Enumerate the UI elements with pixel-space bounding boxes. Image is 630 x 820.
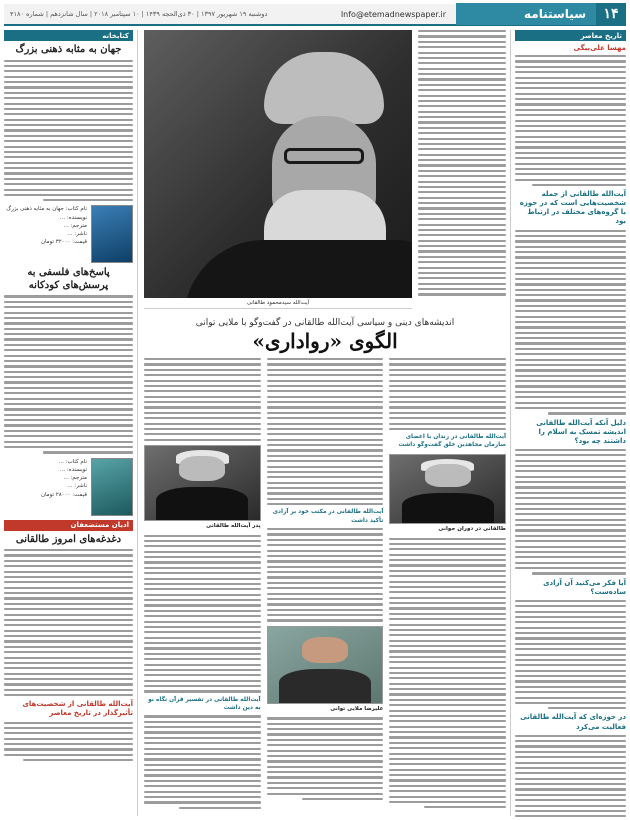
main-portrait-photo: [144, 30, 412, 298]
book-cover-image: [91, 205, 133, 263]
headline-kicker: اندیشه‌های دینی و سیاسی آیت‌الله طالقانی در گفت‌وگو با ملایی توانی: [195, 318, 455, 328]
portrait-photo: [144, 445, 261, 521]
article-title: جهان به مثابه ذهنی بزرگ: [15, 44, 122, 55]
book-card: [4, 205, 133, 263]
article-subhead: دلیل آنکه آیت‌الله طالقانی اندیشه تمسک به اسلام را داشتند چه بود؟: [536, 418, 626, 445]
book-details: نام کتاب: جهان به مثابه ذهنی بزرگ نویسنده: ... مترجم: ... ناشر: ... قیمت: ۳۲۰۰۰ تومان: [6, 206, 87, 246]
body-text: [515, 735, 626, 820]
main-article: [144, 30, 506, 816]
book-cover-image: [91, 458, 133, 516]
header-email[interactable]: Info@etemadnewspaper.ir: [340, 9, 446, 19]
section-title: سیاستنامه: [456, 3, 596, 25]
photo-caption: پدر آیت‌الله طالقانی: [206, 522, 261, 529]
pull-quote: آیت‌الله طالقانی در زندان با اعضای سازمان مجاهدین خلق گفت‌وگو داشت: [398, 434, 506, 449]
body-text: [4, 295, 133, 453]
body-text: [4, 549, 133, 696]
photo-caption: طالقانی در دوران جوانی: [438, 525, 506, 532]
pull-note: آیت‌الله طالقانی از شخصیت‌های تأثیرگذار در تاریخ معاصر: [22, 700, 133, 718]
book-details: نام کتاب: ... نویسنده: ... مترجم: ... ناشر: ... قیمت: ۲۸۰۰۰ تومان: [40, 458, 87, 498]
body-text: [515, 449, 626, 575]
pull-quote: آیت‌الله طالقانی در تفسیر قرآن نگاه نو به دین داشت: [148, 696, 261, 711]
body-text: [515, 600, 626, 710]
issue-date-line: دوشنبه ۱۹ شهریور ۱۳۹۷ | ۳۰ ذی‌الحجه ۱۴۳۹ | ۱۰ سپتامبر ۲۰۱۸ | سال شانزدهم | شماره ۴۱۸۰: [10, 10, 268, 18]
pull-quote: آیت‌الله طالقانی در مکتب خود بر آزادی تأکید داشت: [272, 509, 384, 524]
photo-caption: آیت‌الله سیدمحمود طالقانی: [144, 298, 412, 309]
body-text: [515, 230, 626, 415]
portrait-photo: [389, 454, 506, 524]
photo-caption: علیرضا ملایی توانی: [330, 705, 384, 712]
article-subhead: در حوزه‌ای که آیت‌الله طالقانی فعالیت می‌کرد: [520, 713, 626, 731]
author-name: مهسا علی‌بیگی: [573, 44, 626, 52]
body-text: [515, 55, 626, 186]
headline: الگوی «رواداری»: [252, 329, 398, 353]
intro-text-column: [418, 30, 506, 314]
page-number: ۱۴: [596, 3, 626, 25]
left-column: [4, 30, 138, 816]
article-subhead: آیت‌الله طالقانی از جمله شخصیت‌هایی است که در حوزه با گروه‌های مختلف در ارتباط بود: [519, 190, 626, 226]
body-text: [4, 722, 133, 762]
portrait-photo: [267, 626, 384, 704]
article-subhead: آیا فکر می‌کنید آن آزادی ساده‌ست؟: [543, 578, 626, 596]
article-body: [144, 358, 506, 809]
category-label: ادیان مستضعفان: [4, 520, 133, 531]
book-card: [4, 458, 133, 516]
article-title: دغدغه‌های امروز طالقانی: [15, 533, 122, 545]
body-text: [4, 60, 133, 202]
right-column: [510, 30, 626, 816]
category-label: کتابخانه: [4, 30, 133, 41]
category-label: تاریخ معاصر: [515, 30, 626, 41]
page-header: [4, 4, 626, 26]
article-title: پاسخ‌های فلسفی به پرسش‌های کودکانه: [27, 267, 110, 291]
